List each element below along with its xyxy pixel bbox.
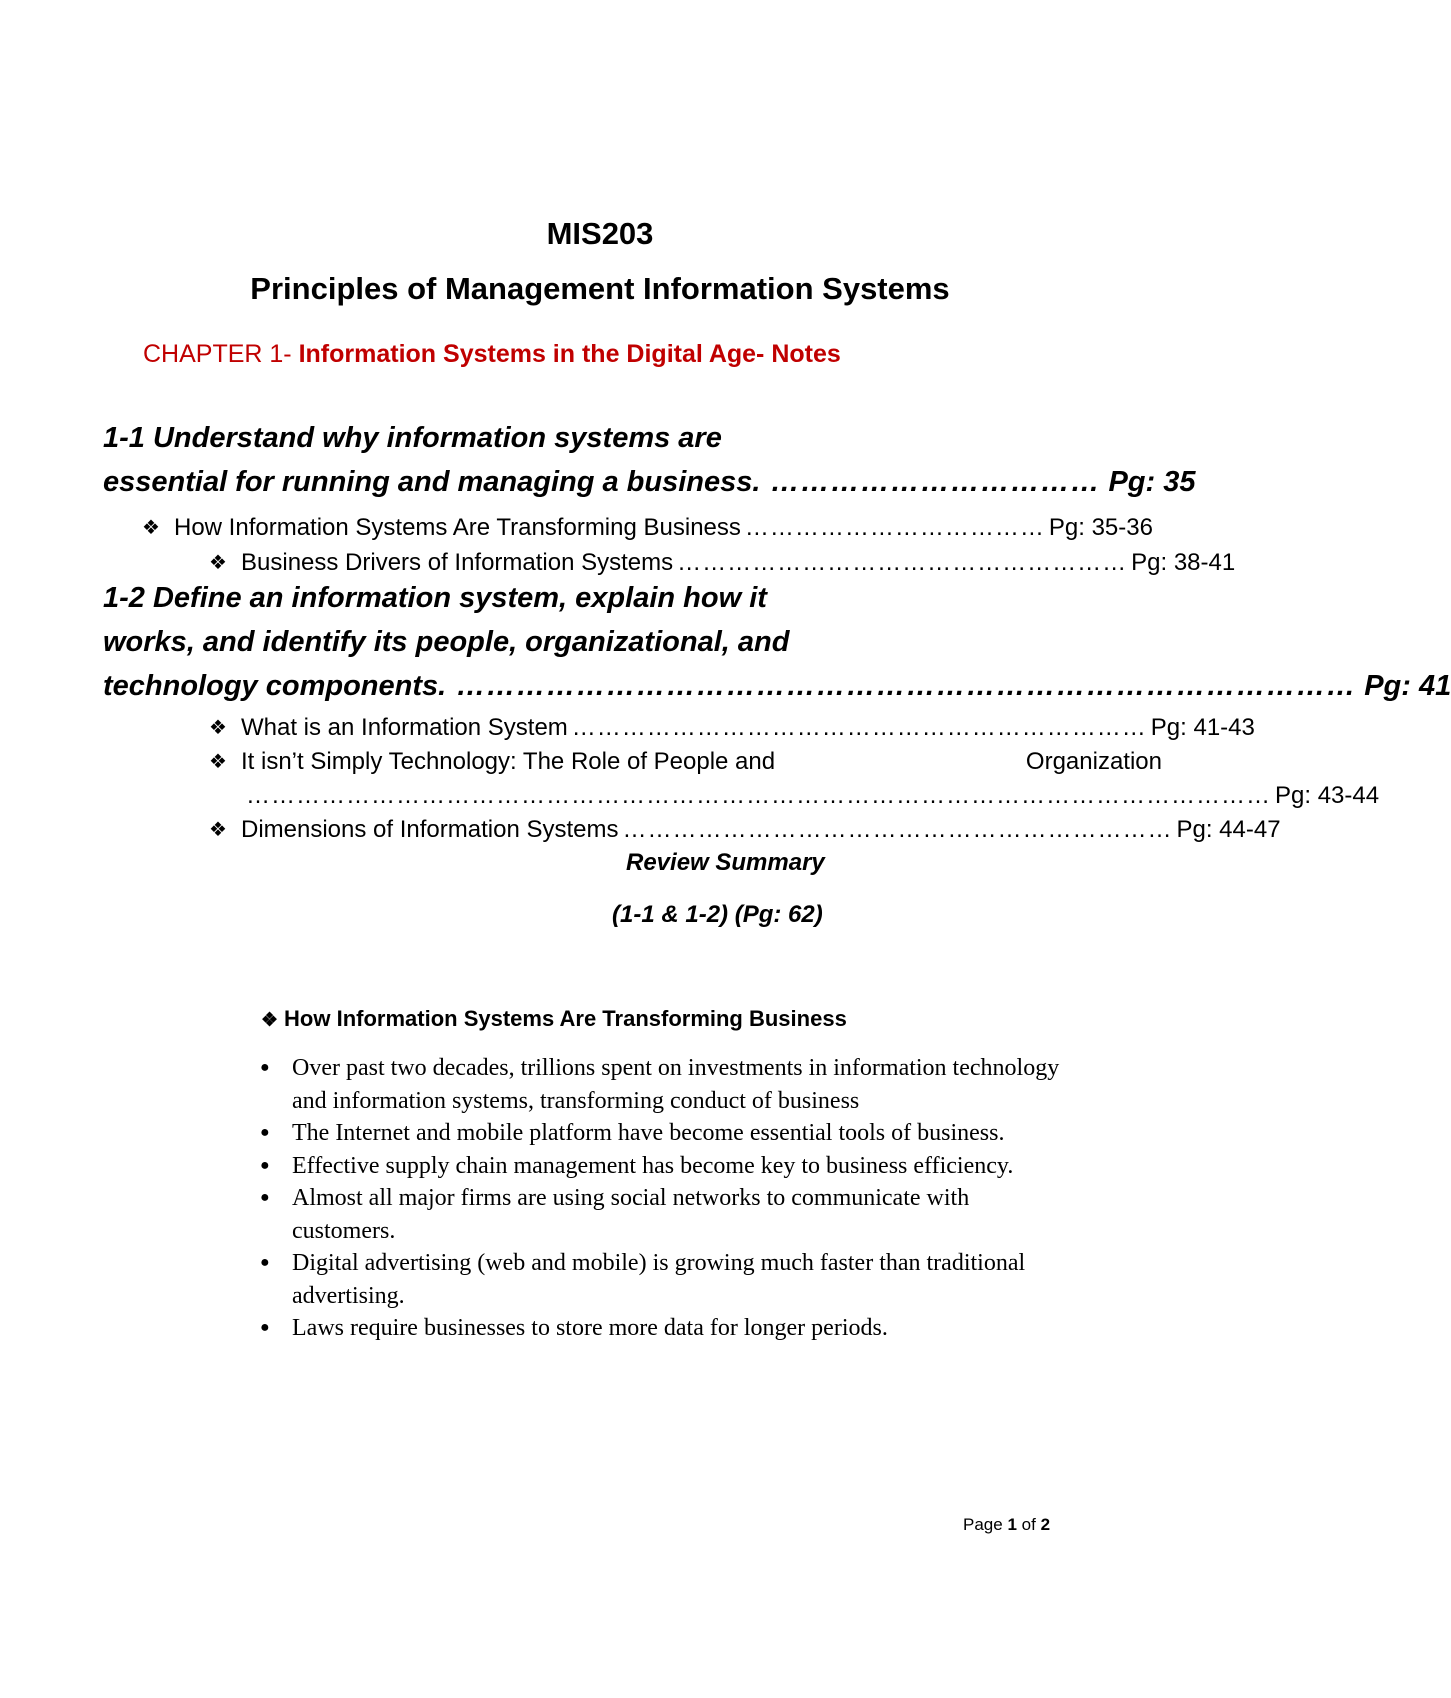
toc-item	[209, 549, 1236, 577]
list-item	[258, 1150, 1078, 1183]
toc-item	[209, 816, 1281, 844]
list-item-text: Over past two decades, trillions spent on investments in information technology and information systems, transforming conduct of business	[292, 1055, 1060, 1114]
toc-item-leader: ………………………………………………	[677, 549, 1128, 576]
toc-item-label: It isn’t Simply Technology: The Role of People and	[241, 748, 776, 775]
diamond-star-bullet-icon: ❖	[209, 751, 227, 773]
toc-section-2-leader: ………………………………………………………………………………	[456, 670, 1357, 702]
chapter-title: Information Systems in the Digital Age- Notes	[291, 340, 841, 368]
list-item	[258, 1052, 1078, 1117]
toc-item	[142, 514, 1153, 542]
toc-item-page: Pg: 35-36	[1048, 514, 1153, 541]
toc-section-2-line2: works, and identify its people, organizational, and	[103, 626, 790, 658]
list-item-text: The Internet and mobile platform have become essential tools of business.	[292, 1120, 1005, 1146]
toc-item-page: Pg: 44-47	[1176, 816, 1281, 843]
bullet-list	[258, 1052, 1078, 1345]
list-item	[258, 1247, 1078, 1312]
toc-section-1-leader: ……………………………	[770, 466, 1101, 498]
chapter-label: CHAPTER 1-	[143, 340, 292, 368]
bullet-dot-icon: ●	[260, 1189, 270, 1206]
toc-item-page: Pg: 43-44	[1275, 782, 1380, 809]
list-item-text: Digital advertising (web and mobile) is growing much faster than traditional advertising.	[292, 1250, 1026, 1309]
bullet-dot-icon: ●	[260, 1254, 270, 1271]
list-item	[258, 1312, 1078, 1345]
list-item-text: Almost all major firms are using social networks to communicate with customers.	[292, 1185, 970, 1244]
review-summary-title: Review Summary	[626, 849, 825, 876]
toc-item-page: Pg: 38-41	[1131, 549, 1236, 576]
toc-item-label: How Information Systems Are Transforming Business	[174, 514, 741, 541]
list-item	[258, 1117, 1078, 1150]
toc-section-2-text: technology components.	[103, 670, 447, 702]
toc-section-2-line1: 1-2 Define an information system, explain how it	[103, 582, 767, 614]
toc-section-1-text: essential for running and managing a business.	[103, 466, 761, 498]
toc-section-1-line2	[103, 466, 1196, 499]
diamond-star-bullet-icon: ❖	[209, 552, 227, 574]
course-title: Principles of Management Information Systems	[250, 271, 950, 306]
section-heading	[261, 1006, 847, 1032]
footer-page-word: Page	[963, 1515, 1003, 1534]
toc-item-leader: ………………………………	[744, 514, 1045, 541]
bullet-dot-icon: ●	[260, 1156, 270, 1174]
toc-item-leader: ……………………………………………………………	[571, 714, 1147, 741]
toc-item	[209, 714, 1255, 742]
footer-of-word: of	[1021, 1515, 1036, 1534]
footer-page-number: 1	[1007, 1515, 1017, 1534]
diamond-star-bullet-icon: ❖	[142, 517, 160, 539]
review-summary-range: (1-1 & 1-2) (Pg: 62)	[612, 901, 823, 928]
toc-item-continuation	[246, 782, 1380, 810]
bullet-dot-icon: ●	[260, 1059, 270, 1076]
footer-page-total: 2	[1040, 1515, 1051, 1534]
toc-section-1-page: Pg: 35	[1108, 466, 1196, 498]
toc-item	[209, 748, 1162, 776]
toc-item-label-end: Organization	[1025, 748, 1162, 775]
toc-item-label: What is an Information System	[241, 714, 568, 741]
bullet-dot-icon: ●	[260, 1124, 270, 1141]
course-code: MIS203	[546, 216, 654, 251]
diamond-star-bullet-icon: ❖	[209, 819, 227, 841]
section-heading-text: How Information Systems Are Transforming Business	[284, 1006, 847, 1031]
toc-item-page: Pg: 41-43	[1150, 714, 1255, 741]
list-item-text: Effective supply chain management has become key to business efficiency.	[292, 1152, 1014, 1179]
toc-item-label: Dimensions of Information Systems	[241, 816, 619, 843]
diamond-star-bullet-icon: ❖	[261, 1010, 279, 1031]
page-footer	[963, 1515, 1050, 1535]
bullet-dot-icon: ●	[260, 1319, 270, 1336]
toc-section-2-page: Pg: 41	[1364, 670, 1451, 702]
list-item	[258, 1182, 1078, 1247]
toc-item-leader: …………………………………………………………	[622, 816, 1173, 843]
diamond-star-bullet-icon: ❖	[209, 717, 227, 739]
toc-item-label: Business Drivers of Information Systems	[241, 549, 674, 576]
toc-item-leader: ……………………………………………………………………………………………………………	[246, 782, 1271, 809]
toc-section-1-line1: 1-1 Understand why information systems are	[103, 422, 722, 454]
chapter-heading	[143, 340, 841, 369]
toc-section-2-line3	[103, 670, 1451, 703]
list-item-text: Laws require businesses to store more data for longer periods.	[292, 1315, 888, 1341]
